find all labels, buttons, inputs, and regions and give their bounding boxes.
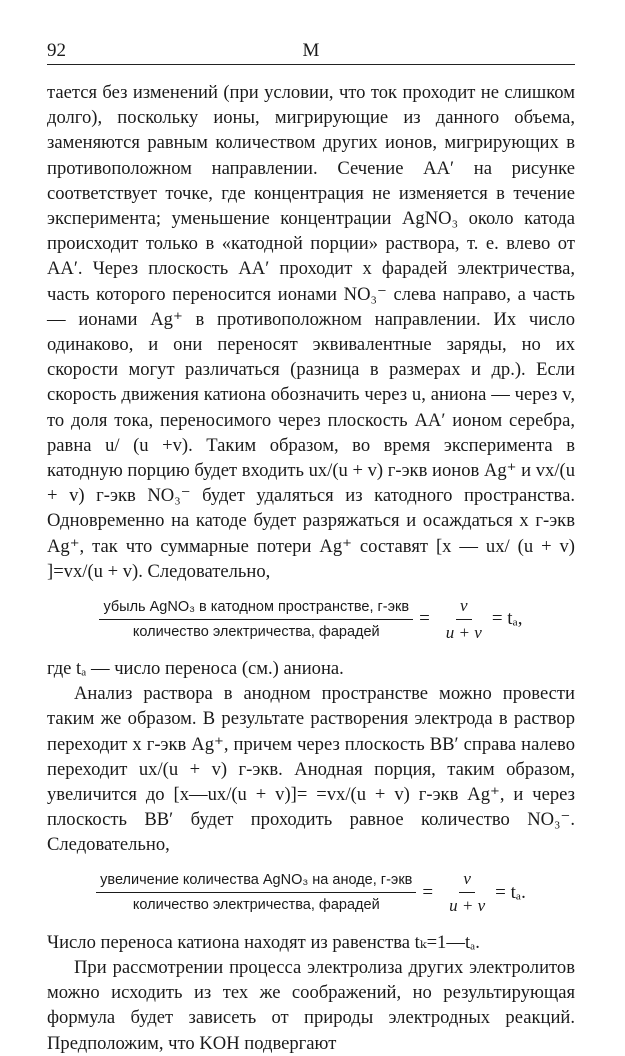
formula-1-numerator: убыль AgNO₃ в катодном пространстве, г-экв <box>99 597 413 620</box>
formula-2 <box>47 862 575 924</box>
formula-2-ratio-num: v <box>459 868 475 893</box>
page-header <box>47 40 575 65</box>
formula-2-result: = tₐ. <box>495 882 526 904</box>
paragraph-1: тается без изменений (при условии, что ток проходит не слишком долго), поскольку ионы, мигрирующие из данного объема, заменяются равным количеством других ионов, мигрирующих в противоположном направлении. Сечение AA′ на рисунке соответствует точке, где концентрация не изменяется в течение эксперимента; уменьшение концентрации AgNO₃ около катода происходит только в «катодной порции» раствора, т. е. влево от AA′. Через плоскость AA′ проходит x фарадей электричества, часть которого переносится ионами NO₃⁻ слева направо, а часть — ионами Ag⁺ в противоположном направлении. Их число одинаково, и они переносят эквивалентные заряды, но их скорости могут различаться (разница в размерах и др.). Если скорость движения катиона обозначить через u, аниона — через v, то доля тока, переносимого через плоскость AA′ ионом серебра, равна u/ (u +v). Таким образом, во время эксперимента в катодную порцию будет входить ux/(u + v) г-экв ионов Ag⁺ и vx/(u + v) г-экв NO₃⁻ будет удаляться из катодного пространства. Одновременно на катоде будет разряжаться и осаждаться x г-экв Ag⁺, так что суммарные потери Ag⁺ составят [x — ux/ (u + v) ]=vx/(u + v). Следовательно, <box>47 82 575 582</box>
formula-2-numerator: увеличение количества AgNO₃ на аноде, г-экв <box>96 870 416 893</box>
formula-1 <box>47 588 575 650</box>
formula-2-equals: = <box>422 882 434 904</box>
formula-2-ratio-den: u + v <box>449 896 486 916</box>
page-number: 92 <box>47 40 66 61</box>
paragraph-2: где tₐ — число переноса (см.) аниона. <box>47 658 344 680</box>
formula-1-denominator: количество электричества, фарадей <box>132 623 380 640</box>
formula-1-equals: = <box>419 608 430 630</box>
paragraph-4: Число переноса катиона находят из равенства tₖ=1—tₐ. <box>47 931 480 953</box>
formula-2-denominator: количество электричества, фарадей <box>132 897 380 914</box>
running-head: М <box>302 40 320 61</box>
paragraph-5: При рассмотрении процесса электролиза других электролитов можно исходить из тех же соображений, но результирующая формула будет зависеть от природы электродных реакций. Предположим, что KOH подвергают <box>47 956 575 1054</box>
formula-1-fraction <box>99 597 413 642</box>
formula-1-ratio-den: u + v <box>445 622 482 642</box>
page-body <box>47 80 575 1056</box>
paragraph-3: Анализ раствора в анодном пространстве можно провести таким же образом. В результате растворения электрода в раствор переходит x г-экв Ag⁺, причем через плоскость BB′ справа налево переходит ux/(u + v) г-экв. Анодная порция, таким образом, увеличится до [x—ux/(u + v)]= =vx/(u + v) г-экв Ag⁺, и через плоскость BB′ будет проходить равное количество NO₃⁻. Следовательно, <box>47 683 575 856</box>
formula-1-result: = tₐ, <box>491 608 523 630</box>
formula-2-ratio <box>445 868 489 917</box>
formula-2-fraction <box>96 870 416 915</box>
formula-1-ratio <box>442 595 486 644</box>
formula-1-ratio-num: v <box>456 595 472 620</box>
